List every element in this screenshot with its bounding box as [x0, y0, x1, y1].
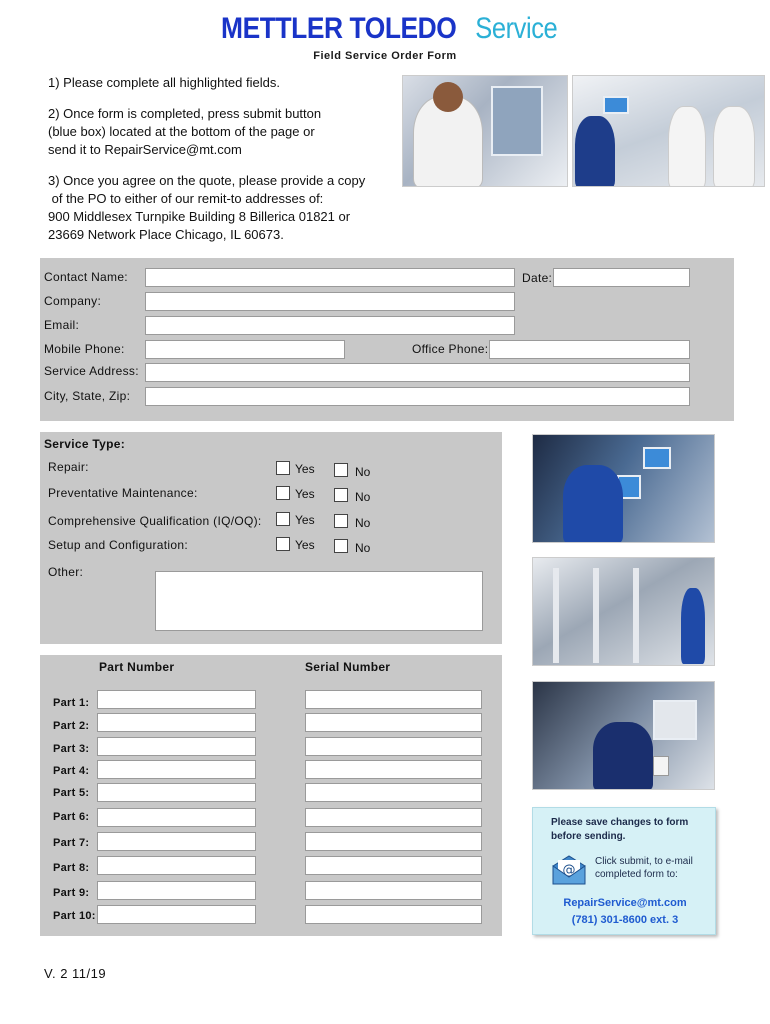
setup-no-checkbox[interactable]: [334, 539, 348, 553]
part-label: Part 6:: [53, 811, 90, 823]
technician-photo: [402, 75, 568, 187]
part-label: Part 7:: [53, 837, 90, 849]
save-notice-line1: Please save changes to form: [551, 817, 689, 828]
form-title: Field Service Order Form: [313, 50, 457, 62]
part-label: Part 1:: [53, 697, 90, 709]
submit-instruction: [595, 855, 710, 881]
part-number-input[interactable]: [97, 690, 256, 709]
mobile-phone-label: Mobile Phone:: [44, 342, 125, 356]
brand-logo: [0, 12, 770, 46]
no-label: No: [355, 490, 371, 504]
part-label: Part 5:: [53, 787, 90, 799]
engineer-panel-photo: [532, 434, 715, 543]
pipework-photo: [532, 557, 715, 666]
part-number-header: Part Number: [99, 660, 175, 674]
repair-no-checkbox[interactable]: [334, 463, 348, 477]
contact-name-input[interactable]: [145, 268, 515, 287]
service-row-label: Setup and Configuration:: [48, 538, 188, 552]
no-label: No: [355, 516, 371, 530]
brand-suffix: Service: [475, 12, 558, 45]
submit-line1: Click submit, to e-mail: [595, 856, 693, 867]
part-number-input[interactable]: [97, 881, 256, 900]
version-label: V. 2 11/19: [44, 966, 107, 981]
service-row-label: Preventative Maintenance:: [48, 486, 198, 500]
no-label: No: [355, 465, 371, 479]
service-address-input[interactable]: [145, 363, 690, 382]
serial-number-input[interactable]: [305, 690, 482, 709]
instruction-step2-line2: (blue box) located at the bottom of the page or: [48, 124, 315, 139]
part-label: Part 3:: [53, 743, 90, 755]
part-number-input[interactable]: [97, 905, 256, 924]
serial-number-input[interactable]: [305, 760, 482, 779]
pm-no-checkbox[interactable]: [334, 488, 348, 502]
company-label: Company:: [44, 294, 102, 308]
yes-label: Yes: [295, 487, 315, 501]
instruction-step1: 1) Please complete all highlighted fields.: [48, 75, 280, 90]
office-phone-label: Office Phone:: [412, 342, 489, 356]
other-label: Other:: [48, 565, 84, 579]
serial-number-input[interactable]: [305, 905, 482, 924]
instruction-step2-line1: 2) Once form is completed, press submit button: [48, 106, 322, 121]
instruction-step3-line2: of the PO to either of our remit-to addresses of:: [48, 191, 324, 206]
yes-label: Yes: [295, 538, 315, 552]
iqoq-no-checkbox[interactable]: [334, 514, 348, 528]
service-row-label: Comprehensive Qualification (IQ/OQ):: [48, 514, 262, 528]
yes-label: Yes: [295, 513, 315, 527]
date-input[interactable]: [553, 268, 690, 287]
svg-text:@: @: [562, 863, 576, 878]
setup-yes-checkbox[interactable]: [276, 537, 290, 551]
email-label: Email:: [44, 318, 80, 332]
lab-team-photo: [572, 75, 765, 187]
serial-number-input[interactable]: [305, 783, 482, 802]
part-label: Part 10:: [53, 910, 96, 922]
part-label: Part 8:: [53, 862, 90, 874]
contact-name-label: Contact Name:: [44, 270, 128, 284]
city-state-zip-input[interactable]: [145, 387, 690, 406]
repair-phone: (781) 301-8600 ext. 3: [571, 914, 679, 926]
iqoq-yes-checkbox[interactable]: [276, 512, 290, 526]
save-notice-line2: before sending.: [551, 831, 626, 842]
office-phone-input[interactable]: [489, 340, 690, 359]
company-input[interactable]: [145, 292, 515, 311]
brand-name: METTLER TOLEDO: [221, 12, 457, 45]
instruction-step2-line3: send it to RepairService@mt.com: [48, 142, 242, 157]
serial-number-input[interactable]: [305, 832, 482, 851]
serial-number-header: Serial Number: [305, 660, 391, 674]
part-number-input[interactable]: [97, 832, 256, 851]
part-number-input[interactable]: [97, 856, 256, 875]
other-textarea[interactable]: [155, 571, 483, 631]
instruction-step3-line4: 23669 Network Place Chicago, IL 60673.: [48, 227, 284, 242]
city-state-zip-label: City, State, Zip:: [44, 389, 131, 403]
serial-number-input[interactable]: [305, 713, 482, 732]
service-type-heading: Service Type:: [44, 437, 126, 451]
serial-number-input[interactable]: [305, 856, 482, 875]
email-envelope-icon: [551, 852, 587, 886]
serial-number-input[interactable]: [305, 808, 482, 827]
instruction-step3-line3: 900 Middlesex Turnpike Building 8 Billerica 01821 or: [48, 209, 351, 224]
part-number-input[interactable]: [97, 737, 256, 756]
part-number-input[interactable]: [97, 713, 256, 732]
no-label: No: [355, 541, 371, 555]
save-notice: [551, 816, 711, 844]
repair-yes-checkbox[interactable]: [276, 461, 290, 475]
instruction-step3-line1: 3) Once you agree on the quote, please provide a copy: [48, 173, 366, 188]
part-number-input[interactable]: [97, 783, 256, 802]
serial-number-input[interactable]: [305, 737, 482, 756]
email-input[interactable]: [145, 316, 515, 335]
part-number-input[interactable]: [97, 808, 256, 827]
yes-label: Yes: [295, 462, 315, 476]
part-number-input[interactable]: [97, 760, 256, 779]
service-row-label: Repair:: [48, 460, 89, 474]
repair-email-link[interactable]: RepairService@mt.com: [563, 897, 687, 909]
date-label: Date:: [522, 271, 553, 285]
contact-info: [533, 895, 717, 929]
serial-number-input[interactable]: [305, 881, 482, 900]
part-label: Part 4:: [53, 765, 90, 777]
submit-line2: completed form to:: [595, 869, 678, 880]
pm-yes-checkbox[interactable]: [276, 486, 290, 500]
service-address-label: Service Address:: [44, 364, 139, 378]
part-label: Part 2:: [53, 720, 90, 732]
tablet-technician-photo: [532, 681, 715, 790]
mobile-phone-input[interactable]: [145, 340, 345, 359]
part-label: Part 9:: [53, 887, 90, 899]
submit-notice: [532, 807, 716, 935]
